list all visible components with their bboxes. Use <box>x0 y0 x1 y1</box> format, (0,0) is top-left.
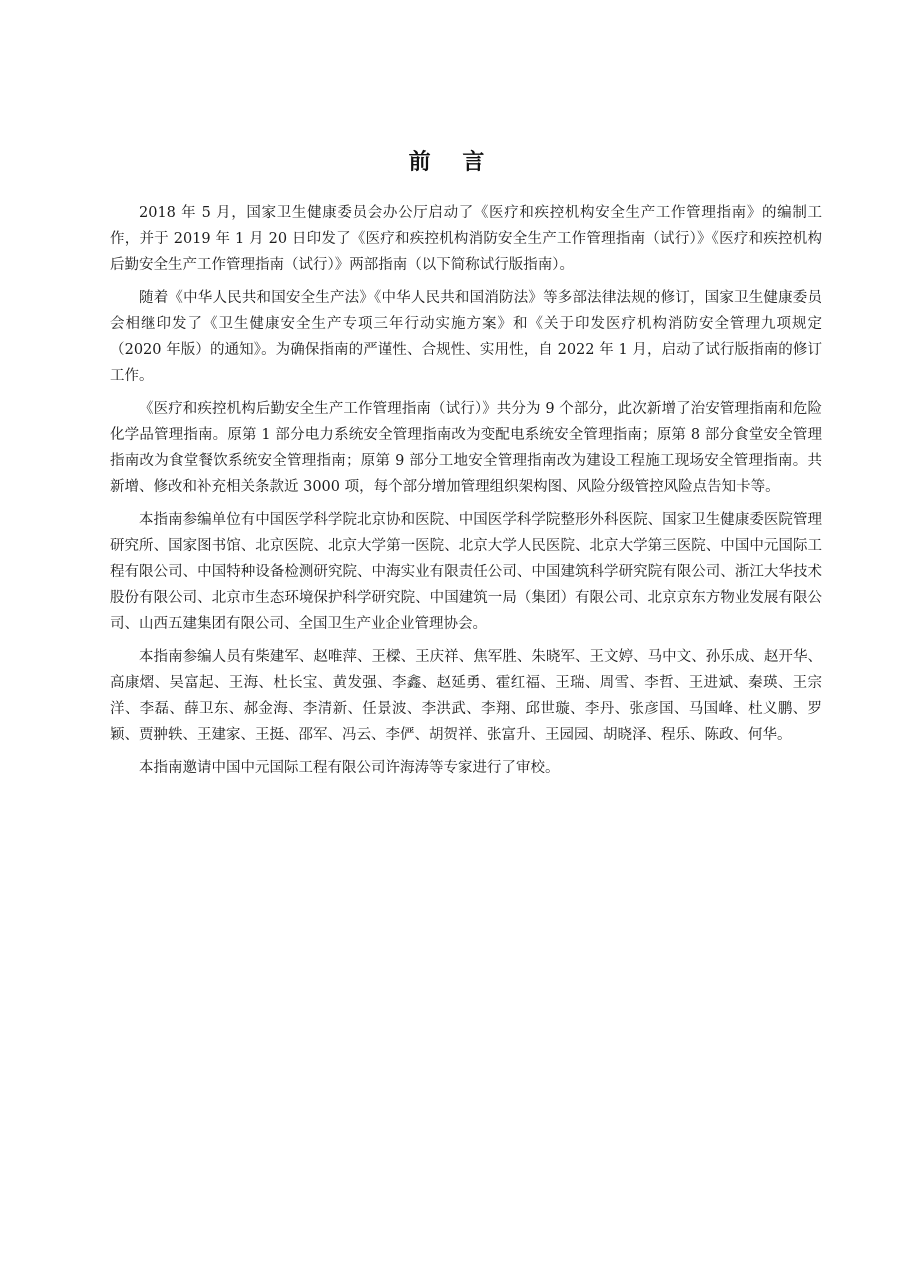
paragraph-6: 本指南邀请中国中元国际工程有限公司许海涛等专家进行了审校。 <box>139 760 560 776</box>
paragraph-4: 本指南参编单位有中国医学科学院北京协和医院、中国医学科学院整形外科医院、国家卫生健康委医院管理研究所、国家图书馆、北京医院、北京大学第一医院、北京大学人民医院、北京大学第三医院、中国中元国际工程有限公司、中国特种设备检测研究院、中海实业有限责任公司、中国建筑科学研究院有限公司、浙江大华技术股份有限公司、北京市生态环境保护科学研究院、中国建筑一局（集团）有限公司、北京京东方物业发展有限公司、山西五建集团有限公司、全国卫生产业企业管理协会。 <box>110 512 822 632</box>
paragraph-5: 本指南参编人员有柴建军、赵唯萍、王樑、王庆祥、焦军胜、朱晓军、王文婷、马中文、孙乐成、赵开华、高康熠、吴富起、王海、杜长宝、黄发强、李鑫、赵延勇、霍红福、王瑞、周雪、李哲、王进斌、秦瑛、王宗洋、李磊、薛卫东、郝金海、李清新、任景波、李洪武、李翔、邱世璇、李丹、张彦国、马国峰、杜义鹏、罗颖、贾翀轶、王建家、王挺、邵军、冯云、李俨、胡贺祥、张富升、王园园、胡晓泽、程乐、陈政、何华。 <box>110 649 822 743</box>
page-title: 前 言 <box>408 150 497 175</box>
paragraph-1: 2018 年 5 月，国家卫生健康委员会办公厅启动了《医疗和疾控机构安全生产工作管理指南》的编制工作，并于 2019 年 1 月 20 日印发了《医疗和疾控机构消防安全生产工作管理指南（试行）》《医疗和疾控机构后勤安全生产工作管理指南（试行）》两部指南（以下简称试行版指南）。 <box>110 205 822 273</box>
paragraph-3: 《医疗和疾控机构后勤安全生产工作管理指南（试行）》共分为 9 个部分，此次新增了治安管理指南和危险化学品管理指南。原第 1 部分电力系统安全管理指南改为变配电系统安全管理指南；原第 8 部分食堂安全管理指南改为食堂餐饮系统安全管理指南；原第 9 部分工地安全管理指南改为建设工程施工现场安全管理指南。共新增、修改和补充相关条款近 3000 项，每个部分增加管理组织架构图、风险分级管控风险点告知卡等。 <box>110 401 822 495</box>
paragraph-2: 随着《中华人民共和国安全生产法》《中华人民共和国消防法》等多部法律法规的修订，国家卫生健康委员会相继印发了《卫生健康安全生产专项三年行动实施方案》和《关于印发医疗机构消防安全管理九项规定（2020 年版）的通知》。为确保指南的严谨性、合规性、实用性，自 2022 年 1 月，启动了试行版指南的修订工作。 <box>110 290 822 384</box>
preface-body <box>110 200 822 788</box>
